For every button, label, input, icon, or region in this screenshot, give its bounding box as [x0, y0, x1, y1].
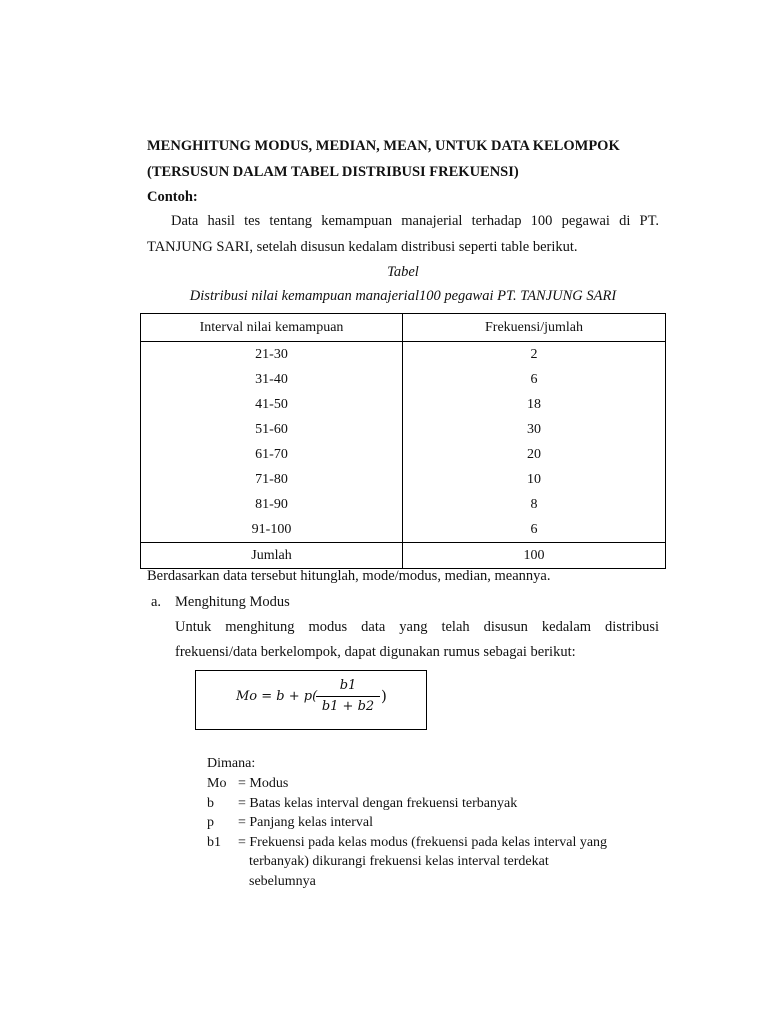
definitions-title: Dimana:	[207, 756, 256, 771]
interval-cell: 61-70	[141, 442, 403, 467]
frequency-cell: 20	[403, 442, 666, 467]
section-a-paragraph-line-1: Untuk menghitung modus data yang telah disusun kedalam distribusi	[175, 619, 659, 635]
table-caption-title: Distribusi nilai kemampuan manajerial100 pegawai PT. TANJUNG SARI	[189, 288, 617, 304]
total-value-cell: 100	[403, 543, 666, 569]
formula-lhs: Mo = b + p(	[236, 689, 318, 704]
section-a-title: Menghitung Modus	[175, 594, 290, 610]
frequency-cell: 18	[403, 392, 666, 417]
definition-value: = Modus	[238, 776, 289, 791]
formula-close-paren: )	[381, 687, 387, 705]
header-frequency: Frekuensi/jumlah	[403, 314, 666, 342]
definition-item	[207, 835, 607, 851]
heading-line-1: MENGHITUNG MODUS, MEDIAN, MEAN, UNTUK DATA KELOMPOK	[147, 138, 620, 154]
table-caption-label: Tabel	[387, 264, 419, 280]
definition-value: = Panjang kelas interval	[238, 815, 374, 830]
frequency-cell: 2	[403, 342, 666, 368]
table-row	[141, 392, 666, 417]
section-a-marker: a.	[151, 594, 162, 610]
table-total-row	[141, 543, 666, 569]
interval-cell: 31-40	[141, 367, 403, 392]
table-row	[141, 467, 666, 492]
total-label-cell: Jumlah	[141, 543, 403, 569]
definition-key: b1	[207, 835, 221, 850]
table-row	[141, 492, 666, 517]
table-row	[141, 417, 666, 442]
formula-fraction	[316, 677, 380, 716]
formula-numerator: b1	[339, 678, 357, 693]
definition-value: = Frekuensi pada kelas modus (frekuensi pada kelas interval yang	[238, 835, 608, 850]
table-header-row	[141, 314, 666, 342]
interval-cell: 91-100	[141, 517, 403, 543]
definition-b1-continued-1: terbanyak) dikurangi frekuensi kelas interval terdekat	[249, 854, 549, 869]
definition-item	[207, 796, 517, 812]
frequency-cell: 10	[403, 467, 666, 492]
definition-key: b	[207, 796, 214, 811]
question-text: Berdasarkan data tersebut hitunglah, mode/modus, median, meannya.	[147, 568, 551, 584]
table-row	[141, 517, 666, 543]
definition-item	[207, 815, 373, 831]
intro-line-1: Data hasil tes tentang kemampuan manajerial terhadap 100 pegawai di PT.	[171, 213, 659, 229]
section-a-paragraph-line-2: frekuensi/data berkelompok, dapat digunakan rumus sebagai berikut:	[175, 644, 576, 660]
formula-denominator: b1 + b2	[321, 699, 375, 714]
fraction-bar	[316, 696, 380, 697]
frequency-table	[140, 313, 666, 569]
interval-cell: 21-30	[141, 342, 403, 368]
table-row	[141, 342, 666, 368]
frequency-cell: 6	[403, 517, 666, 543]
mode-formula	[196, 671, 426, 729]
definition-key: Mo	[207, 776, 227, 791]
table-row	[141, 367, 666, 392]
formula-box	[195, 670, 427, 730]
interval-cell: 41-50	[141, 392, 403, 417]
definition-item	[207, 776, 288, 792]
frequency-cell: 8	[403, 492, 666, 517]
interval-cell: 51-60	[141, 417, 403, 442]
heading-line-2: (TERSUSUN DALAM TABEL DISTRIBUSI FREKUENSI)	[147, 164, 519, 180]
frequency-cell: 30	[403, 417, 666, 442]
example-label: Contoh:	[147, 189, 198, 205]
interval-cell: 81-90	[141, 492, 403, 517]
table-row	[141, 442, 666, 467]
definition-key: p	[207, 815, 214, 830]
intro-line-2: TANJUNG SARI, setelah disusun kedalam distribusi seperti table berikut.	[147, 239, 578, 255]
interval-cell: 71-80	[141, 467, 403, 492]
header-interval: Interval nilai kemampuan	[141, 314, 403, 342]
definition-b1-continued-2: sebelumnya	[249, 874, 316, 889]
definition-value: = Batas kelas interval dengan frekuensi terbanyak	[238, 796, 518, 811]
frequency-cell: 6	[403, 367, 666, 392]
